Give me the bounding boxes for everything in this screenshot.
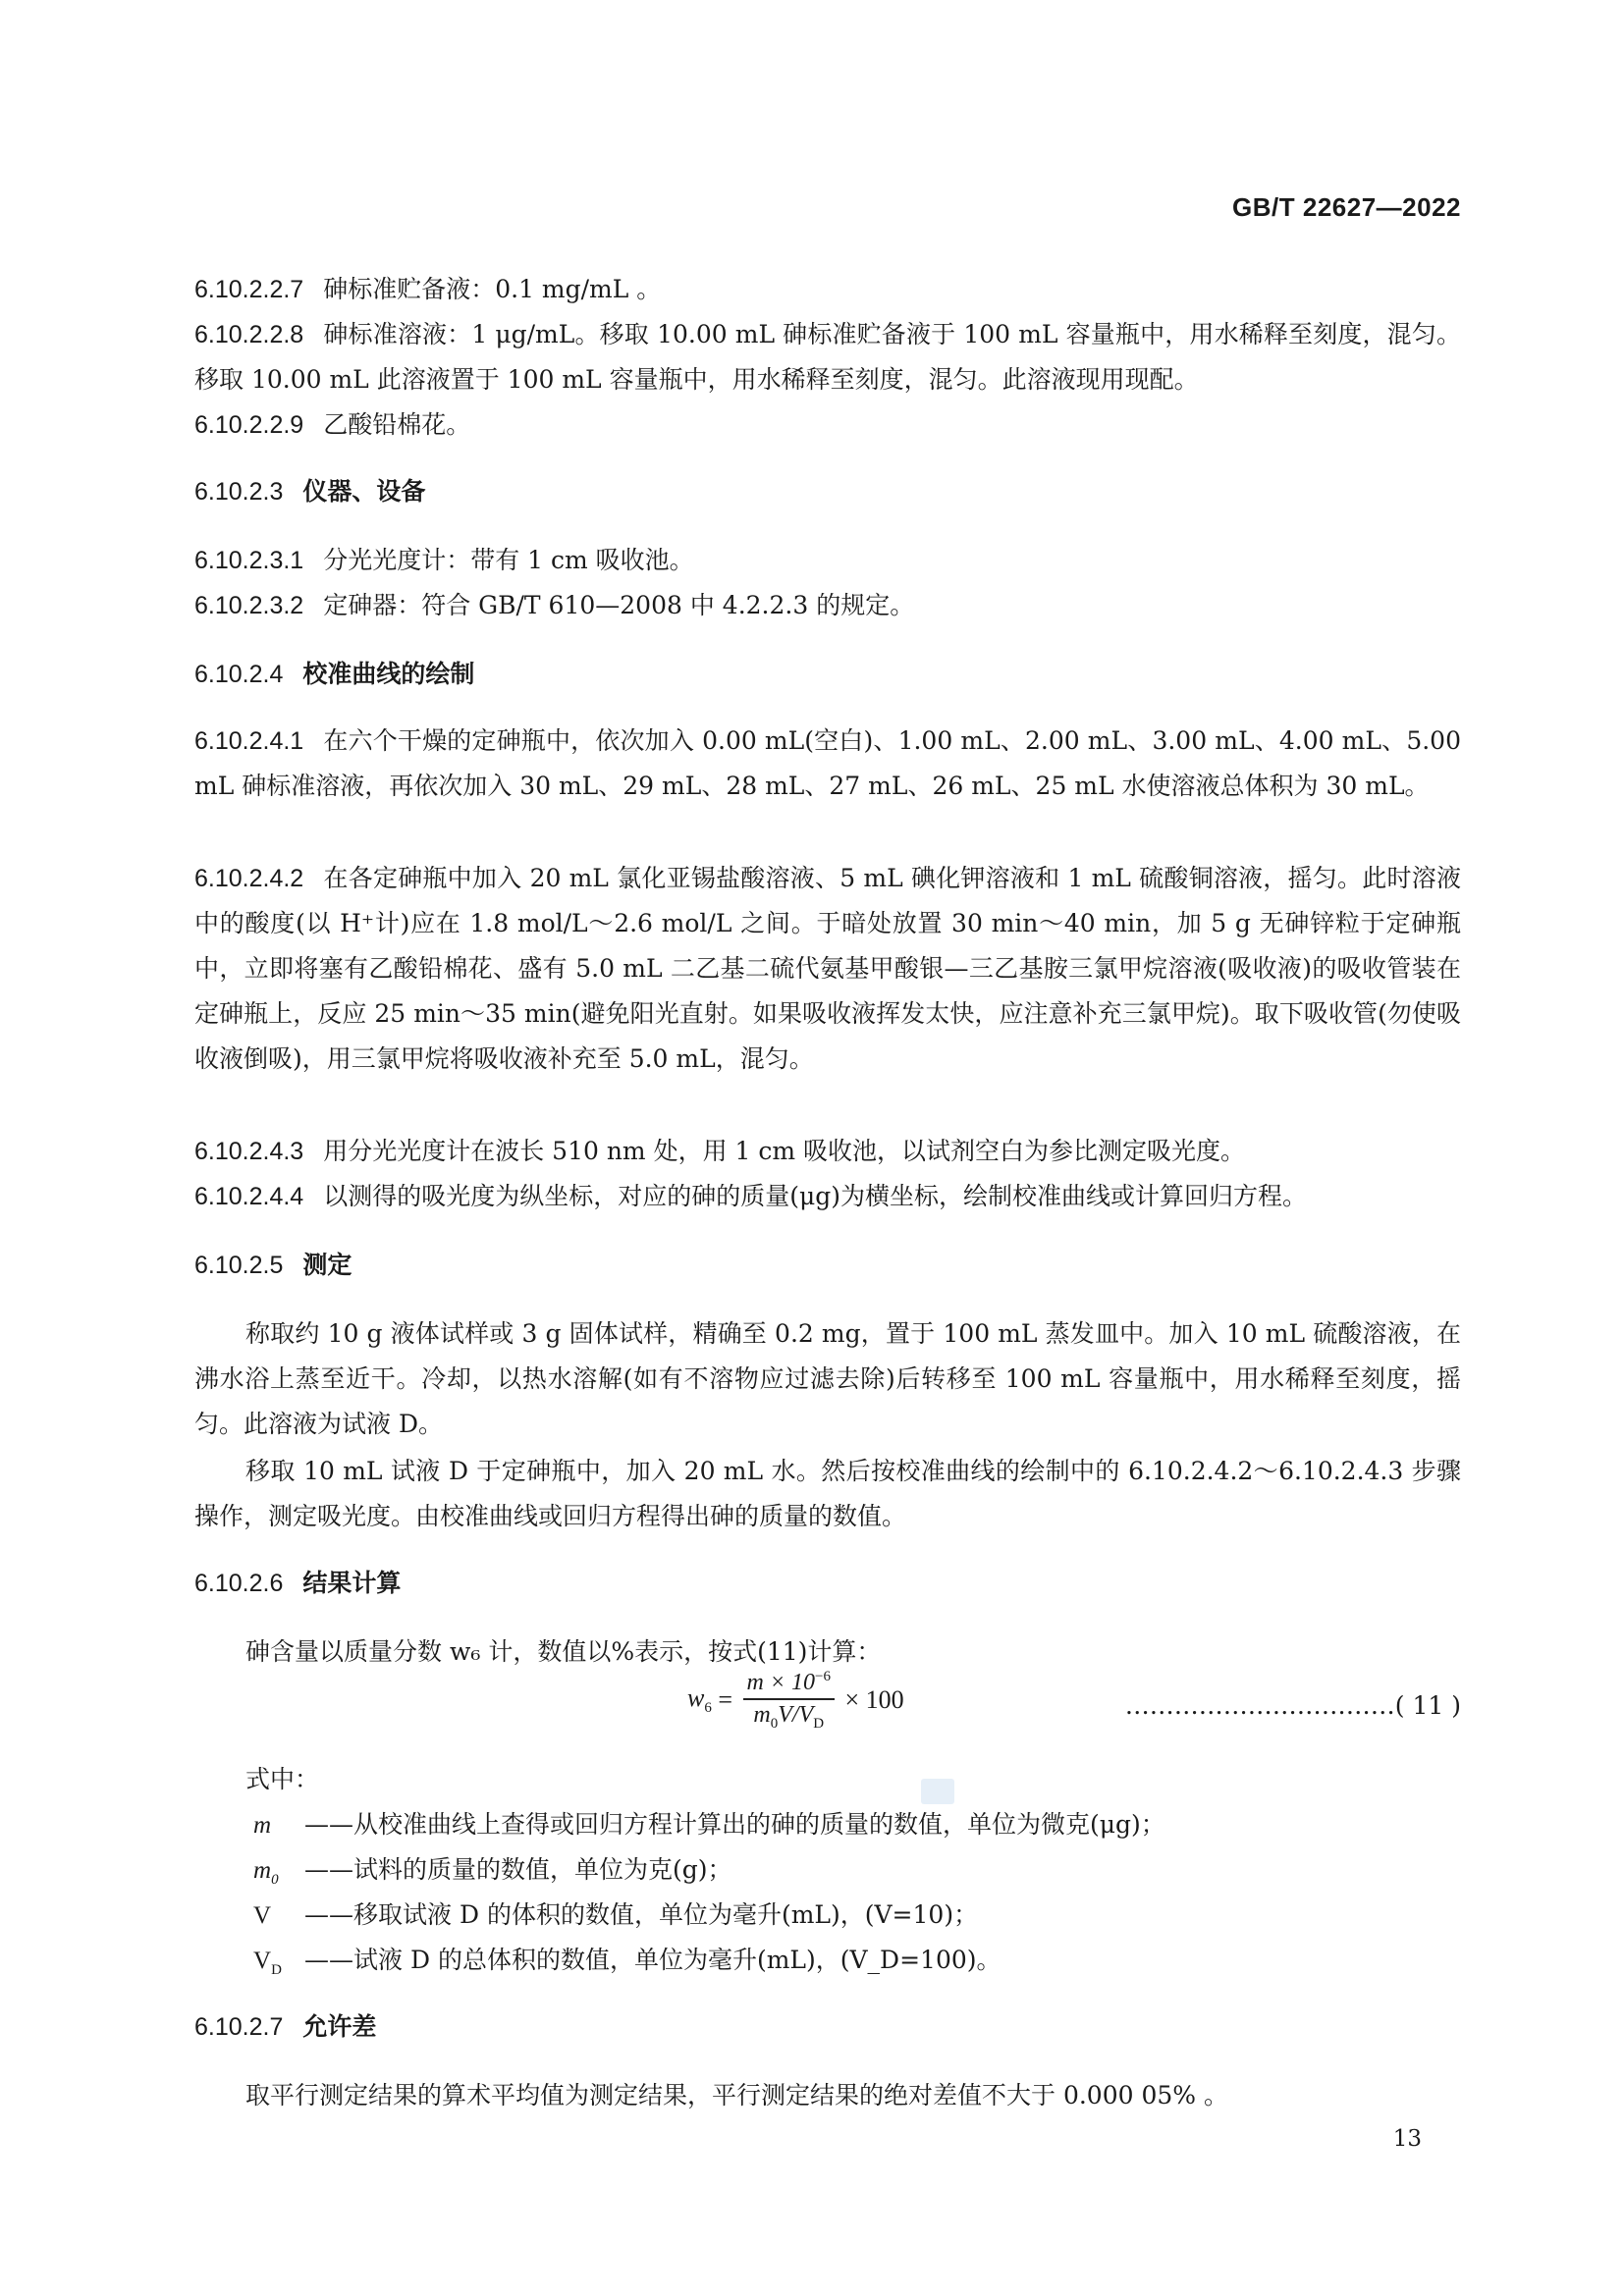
determination-paragraph-2: 移取 10 mL 试液 D 于定砷瓶中，加入 20 mL 水。然后按校准曲线的绘制中的 6.10.2.4.2～6.10.2.4.3 步骤操作，测定吸光度。由校准曲线或回归方程得出砷的质量的数值。 [194, 1457, 1461, 1530]
definition-symbol: V [253, 1902, 272, 1929]
clause-text: 砷标准贮备液：0.1 mg/mL 。 [323, 275, 662, 303]
section-heading-calculation [194, 1561, 1461, 1606]
tolerance-paragraph: 取平行测定结果的算术平均值为测定结果，平行测定结果的绝对差值不大于 0.000 05% 。 [245, 2081, 1228, 2109]
definition-symbol: $m_0$ [253, 1857, 279, 1888]
clause-number: 6.10.2.4.1 [194, 727, 304, 755]
clause-number: 6.10.2.2.9 [194, 411, 304, 439]
definition-vd [253, 1938, 1001, 1993]
clause-number: 6.10.2.2.8 [194, 321, 304, 348]
equation-number: ……………………………( 11 ) [1124, 1691, 1461, 1720]
formula-numerator: $m \times 10^{-6}$ [743, 1669, 836, 1700]
section-number: 6.10.2.3 [194, 478, 284, 506]
clause-6-10-2-4-1 [194, 719, 1461, 809]
clause-6-10-2-3-2 [194, 583, 1461, 628]
clause-text: 以测得的吸光度为纵坐标，对应的砷的质量(μg)为横坐标，绘制校准曲线或计算回归方程。 [323, 1182, 1307, 1210]
formula-multiplier: × 100 [844, 1685, 904, 1715]
section-heading-calibration [194, 652, 1461, 697]
formula-11 [687, 1669, 904, 1733]
definition-text: ——从校准曲线上查得或回归方程计算出的砷的质量的数值，单位为微克(μg)； [304, 1810, 1165, 1839]
where-label: 式中： [245, 1765, 320, 1793]
clause-text: 砷标准溶液：1 μg/mL。移取 10.00 mL 砷标准贮备液于 100 mL 容量瓶中，用水稀释至刻度，混匀。移取 10.00 mL 此溶液置于 100 mL 容量瓶中，用水稀释至刻度，混匀。此溶液现用现配。 [194, 320, 1461, 394]
clause-6-10-2-4-2 [194, 856, 1461, 1082]
formula-equals: = [718, 1685, 733, 1715]
clause-number: 6.10.2.4.3 [194, 1138, 304, 1165]
section-title: 仪器、设备 [302, 478, 426, 506]
clause-6-10-2-4-3 [194, 1129, 1461, 1174]
clause-number: 6.10.2.3.2 [194, 592, 304, 619]
clause-number: 6.10.2.3.1 [194, 547, 304, 574]
definition-symbol: m [253, 1812, 272, 1839]
section-number: 6.10.2.7 [194, 2013, 284, 2041]
section-number: 6.10.2.5 [194, 1252, 284, 1279]
section-title: 允许差 [302, 2013, 377, 2041]
clause-text: 用分光光度计在波长 510 nm 处，用 1 cm 吸收池，以试剂空白为参比测定吸光度。 [323, 1137, 1246, 1165]
formula-fraction [743, 1669, 836, 1733]
definition-text: ——试液 D 的总体积的数值，单位为毫升(mL)，(V_D=100)。 [304, 1946, 1001, 1974]
section-number: 6.10.2.6 [194, 1570, 284, 1597]
section-heading-instruments [194, 469, 1461, 514]
clause-number: 6.10.2.4.2 [194, 865, 304, 892]
determination-paragraph-1: 称取约 10 g 液体试样或 3 g 固体试样，精确至 0.2 mg，置于 100 mL 蒸发皿中。加入 10 mL 硫酸溶液，在沸水浴上蒸至近干。冷却，以热水溶解(如有不溶物应过滤去除)后转移至 100 mL 容量瓶中，用水稀释至刻度，摇匀。此溶液为试液 D。 [194, 1319, 1462, 1438]
clause-6-10-2-4-4 [194, 1174, 1461, 1219]
clause-number: 6.10.2.2.7 [194, 276, 304, 303]
clause-6-10-2-3-1 [194, 538, 1461, 583]
definition-text: ——移取试液 D 的体积的数值，单位为毫升(mL)，(V=10)； [304, 1900, 979, 1929]
section-title: 结果计算 [302, 1570, 402, 1597]
formula-denominator: $m_0V/V_D$ [753, 1702, 825, 1732]
section-number: 6.10.2.4 [194, 661, 284, 688]
clause-text: 乙酸铅棉花。 [323, 410, 471, 439]
section-heading-determination [194, 1243, 1461, 1288]
section-title: 测定 [302, 1252, 352, 1279]
formula-lhs: $w_6$ [687, 1683, 712, 1717]
clause-text: 在各定砷瓶中加入 20 mL 氯化亚锡盐酸溶液、5 mL 碘化钾溶液和 1 mL 硫酸铜溶液，摇匀。此时溶液中的酸度(以 H⁺计)应在 1.8 mol/L～2.6 mol/L 之间。于暗处放置 30 min～40 min，加 5 g 无砷锌粒于定砷瓶中，立即将塞有乙酸铅棉花、盛有 5.0 mL 二乙基二硫代氨基甲酸银—三乙基胺三氯甲烷溶液(吸收液)的吸收管装在定砷瓶上，反应 25 min～35 min(避免阳光直射。如果吸收液挥发太快，应注意补充三氯甲烷)。取下吸收管(勿使吸收液倒吸)，用三氯甲烷将吸收液补充至 5.0 mL，混匀。 [194, 864, 1461, 1073]
clause-number: 6.10.2.4.4 [194, 1183, 304, 1210]
clause-text: 在六个干燥的定砷瓶中，依次加入 0.00 mL(空白)、1.00 mL、2.00 mL、3.00 mL、4.00 mL、5.00 mL 砷标准溶液，再依次加入 30 mL、29 mL、28 mL、27 mL、26 mL、25 mL 水使溶液总体积为 30 mL。 [194, 726, 1461, 800]
section-title: 校准曲线的绘制 [302, 661, 475, 688]
definition-text: ——试料的质量的数值，单位为克(g)； [304, 1855, 732, 1884]
calculation-intro: 砷含量以质量分数 w₆ 计，数值以%表示，按式(11)计算： [245, 1637, 882, 1666]
page-number: 13 [1392, 2126, 1422, 2152]
clause-text: 定砷器：符合 GB/T 610—2008 中 4.2.2.3 的规定。 [323, 591, 915, 619]
definition-symbol: $V_D$ [253, 1948, 282, 1978]
standard-code: GB/T 22627—2022 [1232, 192, 1461, 222]
clause-6-10-2-2-8 [194, 312, 1461, 402]
clause-6-10-2-2-7 [194, 267, 1461, 312]
clause-text: 分光光度计：带有 1 cm 吸收池。 [323, 546, 694, 574]
section-heading-tolerance [194, 2004, 1461, 2050]
clause-6-10-2-2-9 [194, 402, 1461, 448]
watermark-logo [921, 1779, 954, 1804]
